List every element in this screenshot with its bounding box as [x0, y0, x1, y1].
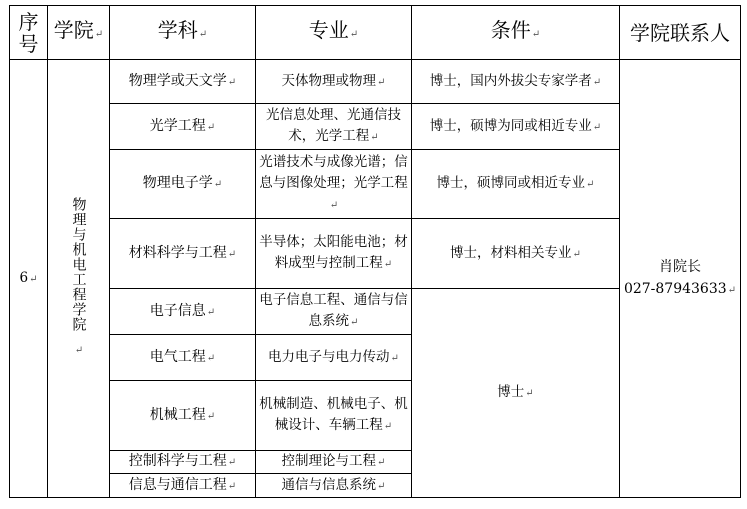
- college-cell: 物理与机电工程学院 ↵: [48, 60, 110, 498]
- header-condition: 条件↵: [412, 6, 620, 60]
- condition-cell: 博士，硕博同或相近专业↵: [412, 150, 620, 219]
- major-cell: 半导体；太阳能电池；材料成型与控制工程↵: [256, 219, 412, 289]
- header-college: 学院↵: [48, 6, 110, 60]
- header-subject: 学科↵: [110, 6, 256, 60]
- contact-cell: 肖院长 027-87943633↵: [620, 60, 741, 498]
- major-cell: 电力电子与电力传动↵: [256, 335, 412, 381]
- subject-cell: 电气工程↵: [110, 335, 256, 381]
- condition-cell: 博士，材料相关专业↵: [412, 219, 620, 289]
- major-cell: 机械制造、机械电子、机械设计、车辆工程↵: [256, 381, 412, 451]
- header-row: [10, 6, 741, 60]
- major-cell: 光谱技术与成像光谱；信息与图像处理；光学工程↵: [256, 150, 412, 219]
- major-cell: 天体物理或物理↵: [256, 60, 412, 104]
- condition-cell: 博士，国内外拔尖专家学者↵: [412, 60, 620, 104]
- condition-cell: 博士，硕博为同或相近专业↵: [412, 104, 620, 150]
- college-name: 物理与机电工程学院: [70, 196, 87, 332]
- header-major: 专业↵: [256, 6, 412, 60]
- seq-cell: 6↵: [10, 60, 48, 498]
- major-cell: 光信息处理、光通信技术，光学工程↵: [256, 104, 412, 150]
- subject-cell: 物理学或天文学↵: [110, 60, 256, 104]
- subject-cell: 信息与通信工程↵: [110, 474, 256, 498]
- contact-name: 肖院长: [659, 258, 701, 275]
- subject-cell: 光学工程↵: [110, 104, 256, 150]
- subject-cell: 机械工程↵: [110, 381, 256, 451]
- condition-cell-shared: 博士↵: [412, 289, 620, 498]
- subject-cell: 物理电子学↵: [110, 150, 256, 219]
- major-cell: 控制理论与工程↵: [256, 451, 412, 474]
- contact-phone: 027-87943633: [623, 280, 727, 297]
- header-contact: 学院联系人: [620, 6, 741, 60]
- major-cell: 电子信息工程、通信与信息系统↵: [256, 289, 412, 335]
- major-cell: 通信与信息系统↵: [256, 474, 412, 498]
- subject-cell: 材料科学与工程↵: [110, 219, 256, 289]
- subject-cell: 控制科学与工程↵: [110, 451, 256, 474]
- table-row: [10, 60, 741, 104]
- subject-cell: 电子信息↵: [110, 289, 256, 335]
- header-seq: 序号: [10, 6, 48, 60]
- recruitment-table: [9, 5, 741, 498]
